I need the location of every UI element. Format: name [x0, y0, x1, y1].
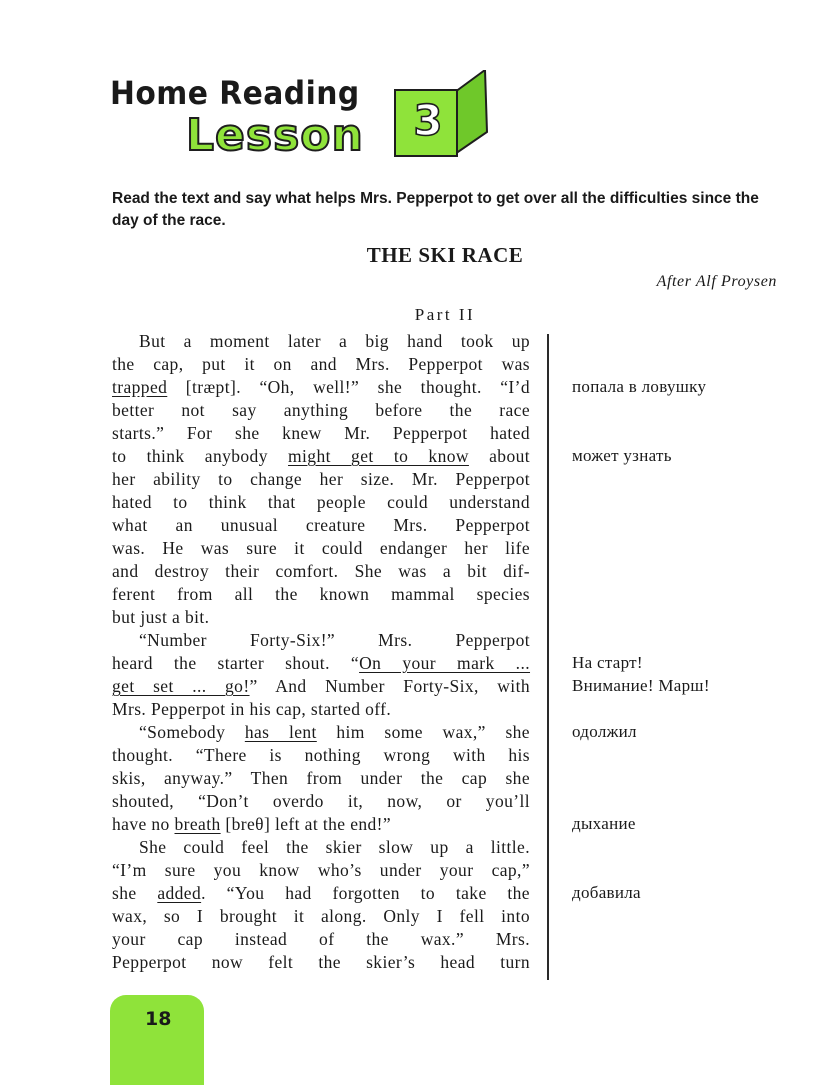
text-line: “Somebody has lent him some wax,” she [139, 722, 530, 742]
glossary-entry: одолжил [572, 722, 637, 741]
lesson-number: 3 [413, 96, 443, 145]
text-line: she added. “You had forgotten to take the [112, 883, 530, 903]
text-line: get set ... go!” And Number Forty-Six, with [112, 676, 530, 696]
story-text [112, 330, 530, 974]
task-instruction: Read the text and say what helps Mrs. Pepperpot to get over all the difficulties since the day of the race. [112, 190, 759, 229]
story-part: Part II [414, 305, 476, 324]
story-title: THE SKI RACE [366, 243, 524, 267]
text-line: and destroy their comfort. She was a bit dif- [112, 561, 530, 581]
glossary-entry: дыхание [572, 814, 636, 833]
text-line: have no breath [breθ] left at the end!” [112, 814, 392, 834]
text-line: skis, anyway.” Then from under the cap she [112, 768, 530, 788]
glossary-entry: На старт! [572, 653, 643, 672]
page-number: 18 [145, 1008, 172, 1030]
glossary-entry: добавила [572, 883, 641, 902]
text-line: “Number Forty-Six!” Mrs. Pepperpot [139, 630, 530, 650]
text-line: but just a bit. [112, 607, 210, 627]
heading-lesson: Lesson [186, 110, 364, 161]
badge-flag-back [455, 70, 487, 154]
glossary-entry: попала в ловушку [572, 377, 707, 396]
glossary-entry: может узнать [572, 446, 672, 465]
text-line: Mrs. Pepperpot in his cap, started off. [112, 699, 392, 719]
lesson-heading [108, 70, 498, 170]
text-line: thought. “There is nothing wrong with his [112, 745, 530, 765]
glossed-word: trapped [112, 377, 168, 397]
glossary-entry: Внимание! Марш! [572, 676, 710, 695]
text-line: ferent from all the known mammal species [112, 584, 530, 604]
text-line: to think anybody might get to know about [112, 446, 531, 466]
glossed-word: get set ... go! [112, 676, 250, 696]
text-line: heard the starter shout. “On your mark ... [112, 653, 531, 673]
column-divider [547, 334, 549, 980]
text-line: Pepperpot now felt the skier’s head turn [112, 952, 530, 972]
heading-home-reading: Home Reading [110, 74, 360, 112]
text-line: hated to think that people could understand [112, 492, 530, 512]
glossed-word: has lent [244, 722, 317, 742]
story-author: After Alf Proysen [656, 273, 777, 290]
text-line: She could feel the skier slow up a little. [139, 837, 530, 857]
text-line: the cap, put it on and Mrs. Pepperpot was [112, 354, 530, 374]
text-line: wax, so I brought it along. Only I fell into [112, 906, 530, 926]
glossed-word: On your mark ... [359, 653, 531, 673]
text-line: “I’m sure you know who’s under your cap,” [112, 860, 530, 880]
text-line: your cap instead of the wax.” Mrs. [112, 929, 530, 949]
text-line: was. He was sure it could endanger her life [112, 538, 530, 558]
text-line: But a moment later a big hand took up [139, 331, 530, 351]
glossed-word: added [157, 883, 202, 903]
text-line: her ability to change her size. Mr. Pepperpot [112, 469, 530, 489]
text-line: what an unusual creature Mrs. Pepperpot [112, 515, 530, 535]
text-line: shouted, “Don’t overdo it, now, or you’ll [112, 791, 530, 811]
text-line: trapped [træpt]. “Oh, well!” she thought. “I’d [112, 377, 530, 397]
text-line: better not say anything before the race [112, 400, 530, 420]
text-line: starts.” For she knew Mr. Pepperpot hated [112, 423, 530, 443]
glossed-word: breath [174, 814, 221, 834]
glossed-word: might get to know [288, 446, 469, 466]
